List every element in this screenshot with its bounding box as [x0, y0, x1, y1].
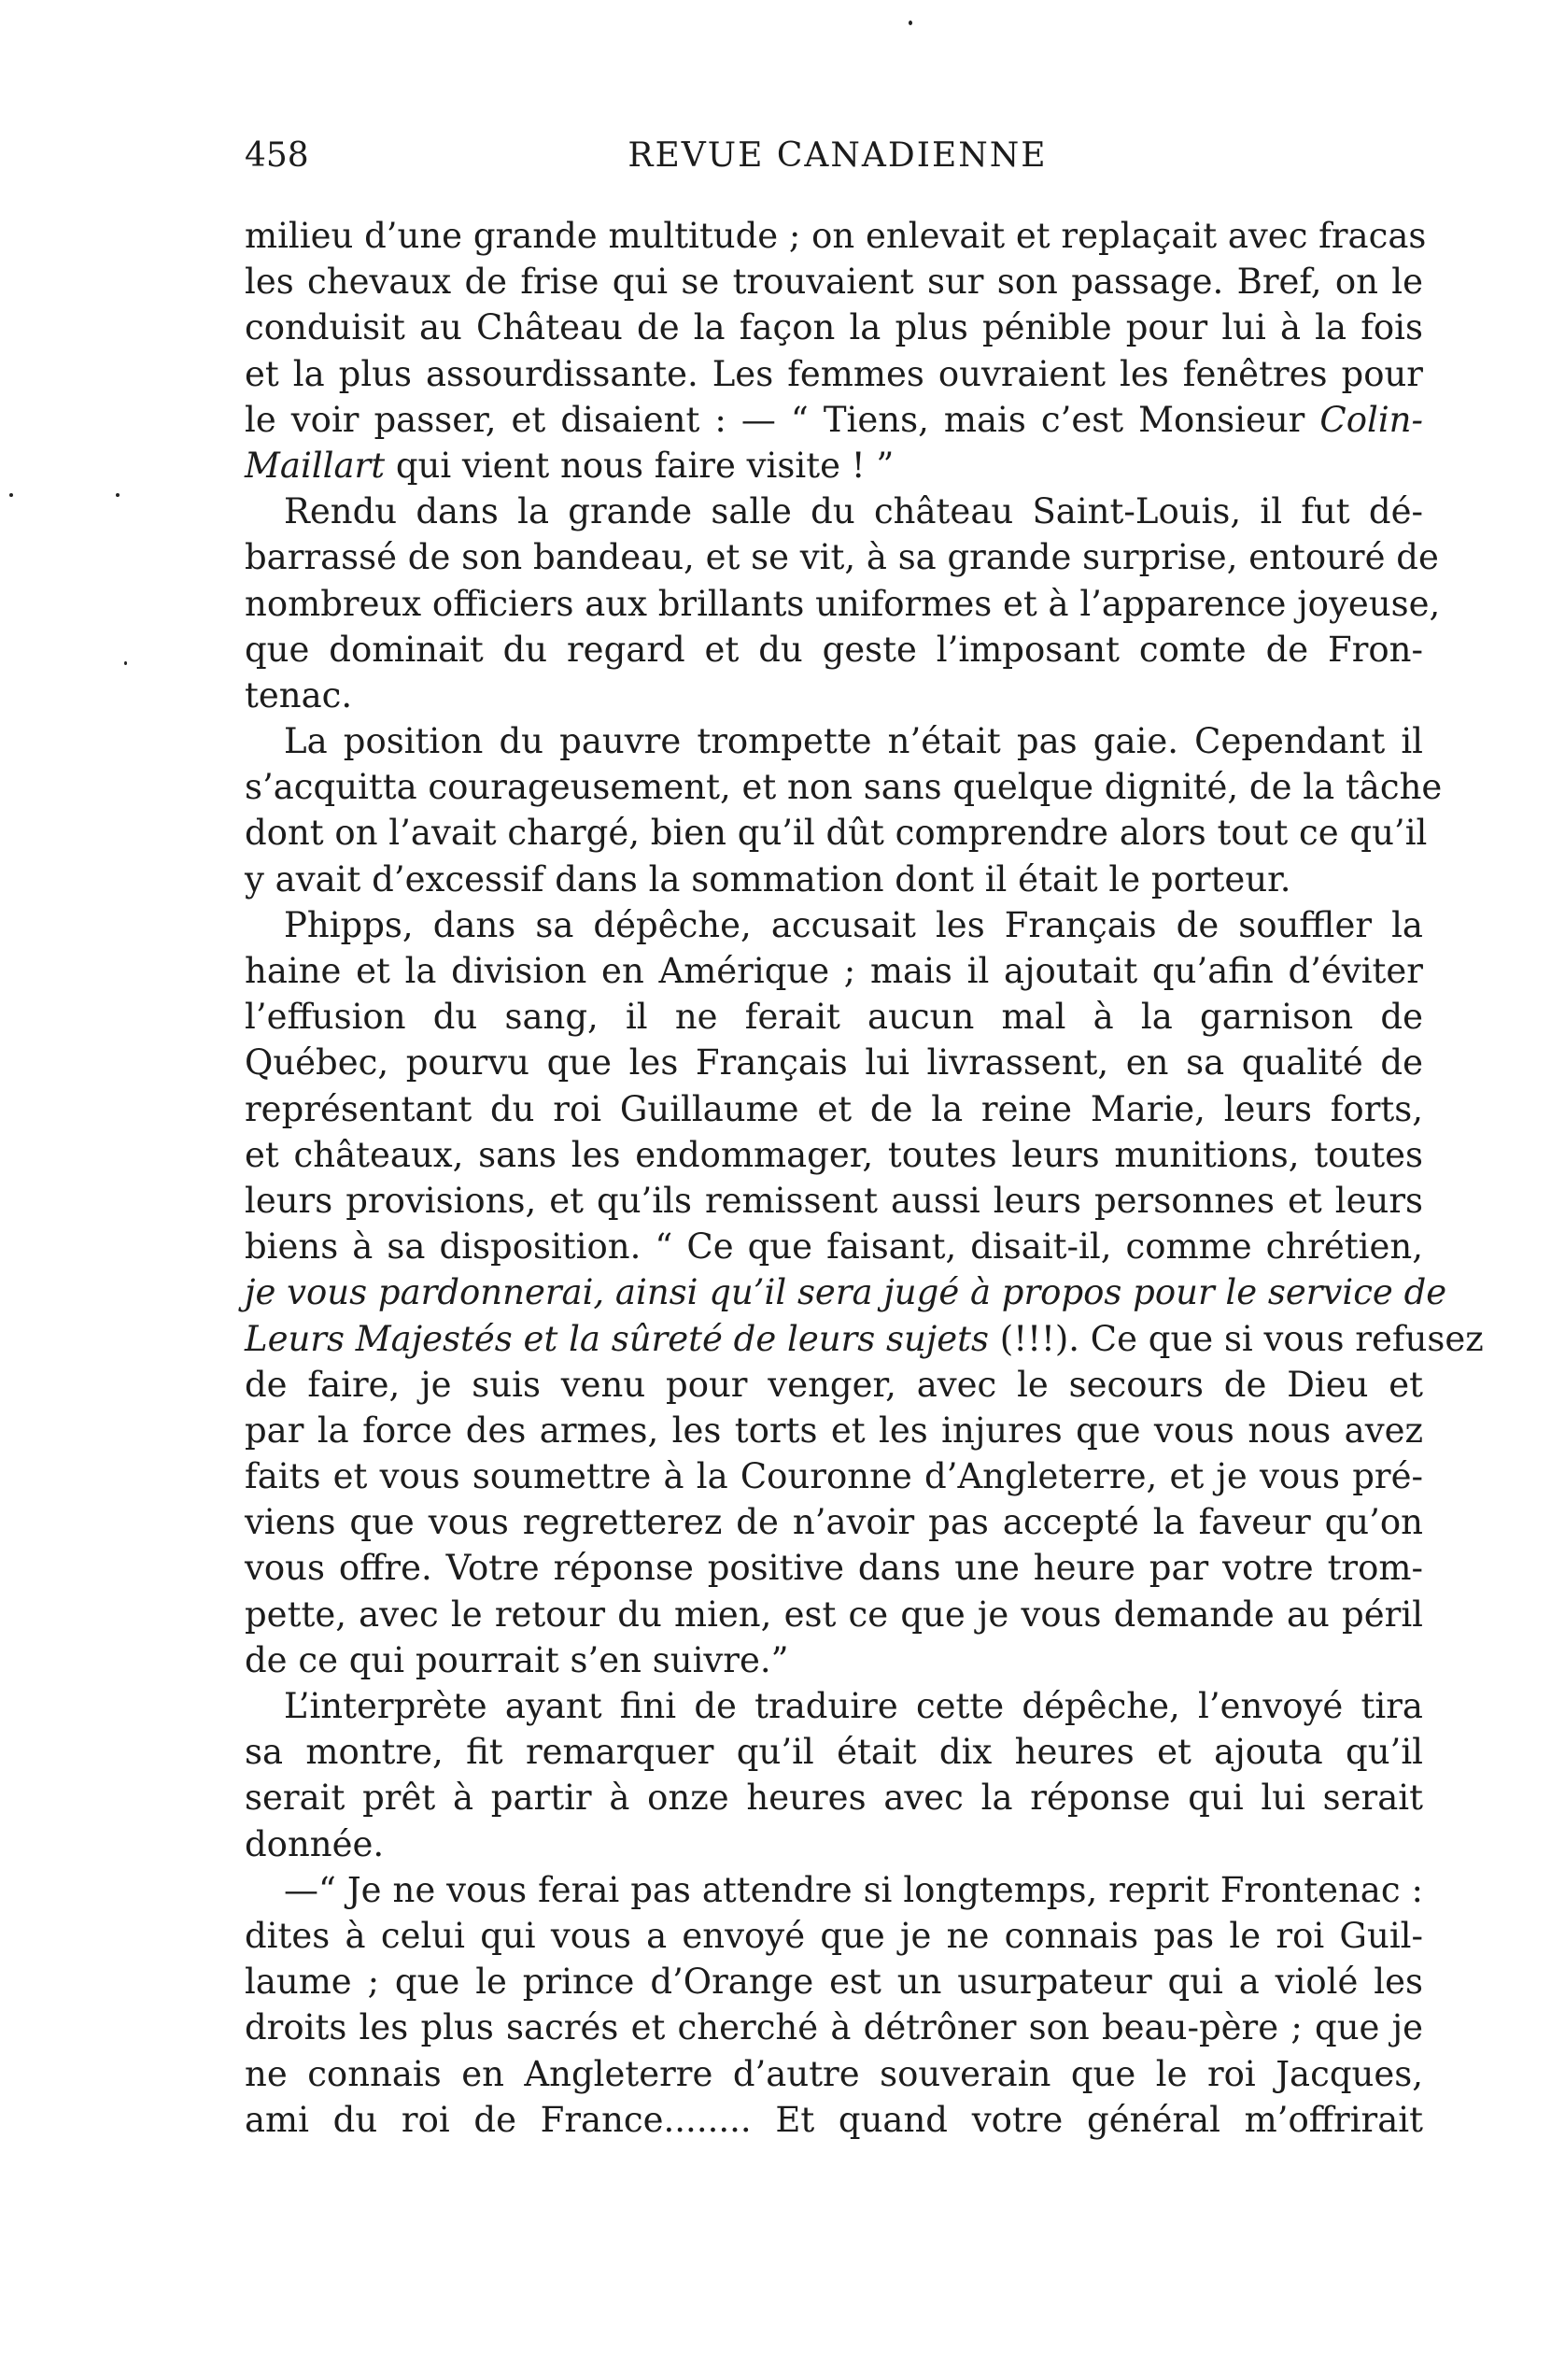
text-line — [245, 1316, 1484, 1362]
text-line — [245, 534, 1439, 580]
text-line — [245, 673, 1423, 718]
print-speck — [909, 21, 912, 25]
text-line — [245, 1408, 1423, 1453]
text-segment: ami du roi de France........ Et quand votre général m’offrirait — [245, 2099, 1423, 2140]
text-segment: (!!!). Ce que si vous refusez — [989, 1318, 1484, 1359]
text-line — [245, 1178, 1423, 1224]
text-segment: milieu d’une grande multitude ; on enlevait et replaçait avec fracas — [245, 216, 1427, 256]
text-segment: de faire, je suis venu pour venger, avec le secours de Dieu et — [245, 1364, 1423, 1405]
text-line — [245, 948, 1423, 994]
text-segment: les chevaux de frise qui se trouvaient sur son passage. Bref, on le — [245, 262, 1423, 303]
text-segment: Québec, pourvu que les Français lui livrassent, en sa qualité de — [245, 1042, 1423, 1084]
text-line — [245, 1499, 1423, 1545]
text-segment: dites à celui qui vous a envoyé que je ne connais pas le roi Guil- — [245, 1915, 1423, 1956]
text-line — [245, 810, 1428, 856]
text-line — [245, 489, 1423, 534]
text-line — [245, 857, 1423, 902]
text-line — [245, 1040, 1423, 1085]
italic-text: je vous pardonnerai, ainsi qu’il sera jugé à propos pour le service de — [245, 1272, 1447, 1313]
text-line — [245, 1729, 1423, 1775]
italic-text: Colin- — [1319, 399, 1423, 440]
text-segment: viens que vous regretterez de n’avoir pas accepté la faveur qu’on — [245, 1502, 1423, 1543]
text-line — [245, 1269, 1447, 1315]
text-line — [245, 443, 1423, 489]
text-line — [245, 1821, 1423, 1867]
text-segment: biens à sa disposition. “ Ce que faisant, disait-il, comme chrétien, — [245, 1226, 1423, 1268]
text-segment: serait prêt à partir à onze heures avec la réponse qui lui serait — [245, 1778, 1423, 1819]
italic-text: Maillart — [245, 445, 386, 486]
text-line — [245, 1132, 1423, 1178]
text-segment: qui vient nous faire visite ! ” — [385, 445, 895, 486]
page-header — [245, 135, 1431, 191]
text-segment: droits les plus sacrés et cherché à détrôner son beau-père ; que je — [245, 2007, 1423, 2048]
text-line — [245, 627, 1423, 673]
text-segment: par la force des armes, les torts et les injures que vous nous avez — [245, 1410, 1423, 1451]
running-title: REVUE CANADIENNE — [627, 136, 1048, 175]
text-segment: vous offre. Votre réponse positive dans une heure par votre trom- — [245, 1548, 1423, 1589]
text-segment: pette, avec le retour du mien, est ce que je vous demande au péril — [245, 1594, 1423, 1635]
text-segment: L’interprète ayant fini de traduire cette dépêche, l’envoyé tira — [284, 1686, 1423, 1726]
text-line — [245, 1683, 1423, 1729]
text-line — [245, 2005, 1423, 2050]
text-segment: et la plus assourdissante. Les femmes ouvraient les fenêtres pour — [245, 353, 1423, 394]
text-segment: faits et vous soumettre à la Couronne d’Angleterre, et je vous pré- — [245, 1456, 1423, 1497]
text-segment: nombreux officiers aux brillants uniformes et à l’apparence joyeuse, — [245, 583, 1441, 624]
text-segment: laume ; que le prince d’Orange est un usurpateur qui a violé les — [245, 1962, 1423, 2003]
print-speck — [116, 493, 120, 497]
text-line — [245, 764, 1443, 810]
text-line — [245, 1592, 1423, 1637]
text-line — [245, 351, 1423, 397]
text-line — [245, 994, 1423, 1040]
text-line — [245, 1453, 1423, 1499]
text-segment: La position du pauvre trompette n’était pas gaie. Cependant il — [284, 721, 1423, 762]
text-segment: tenac. — [245, 674, 353, 715]
text-line — [245, 259, 1423, 305]
text-segment: donnée. — [245, 1823, 385, 1864]
text-segment: que dominait du regard et du geste l’imposant comte de Fron- — [245, 629, 1423, 670]
italic-text: Leurs Majestés et la sûreté de leurs sujets — [245, 1318, 990, 1359]
text-segment: dont on l’avait chargé, bien qu’il dût comprendre alors tout ce qu’il — [245, 813, 1428, 854]
text-segment: de ce qui pourrait s’en suivre.” — [245, 1639, 789, 1680]
text-line — [245, 718, 1423, 764]
text-segment: représentant du roi Guillaume et de la reine Marie, leurs forts, — [245, 1088, 1423, 1129]
text-line — [245, 581, 1441, 627]
text-segment: Phipps, dans sa dépêche, accusait les Français de souffler la — [284, 904, 1423, 945]
text-line — [245, 1545, 1423, 1591]
text-line — [245, 2097, 1423, 2143]
text-segment: et châteaux, sans les endommager, toutes leurs munitions, toutes — [245, 1134, 1423, 1175]
text-segment: haine et la division en Amérique ; mais il ajoutait qu’afin d’éviter — [245, 951, 1423, 991]
text-line — [245, 1959, 1423, 2005]
text-line — [245, 1362, 1423, 1408]
text-line — [245, 1913, 1423, 1959]
text-segment: —“ Je ne vous ferai pas attendre si longtemps, reprit Frontenac : — [284, 1869, 1423, 1910]
text-segment: le voir passer, et disaient : — “ Tiens, mais c’est Monsieur — [245, 399, 1320, 440]
text-segment: conduisit au Château de la façon la plus pénible pour lui à la fois — [245, 307, 1423, 348]
text-line — [245, 1086, 1423, 1132]
text-line — [245, 1224, 1423, 1269]
text-line — [245, 902, 1423, 948]
text-line — [245, 1637, 1423, 1683]
text-segment: l’effusion du sang, il ne ferait aucun mal à la garnison de — [245, 997, 1423, 1038]
text-line — [245, 305, 1423, 350]
text-line — [245, 1775, 1423, 1820]
text-segment: leurs provisions, et qu’ils remissent aussi leurs personnes et leurs — [245, 1180, 1423, 1221]
body-text — [245, 213, 1484, 2143]
text-line — [245, 2051, 1423, 2097]
text-line — [245, 397, 1423, 443]
text-segment: s’acquitta courageusement, et non sans quelque dignité, de la tâche — [245, 767, 1443, 808]
print-speck — [124, 661, 127, 665]
text-line — [245, 213, 1427, 259]
text-segment: sa montre, fit remarquer qu’il était dix heures et ajouta qu’il — [245, 1732, 1423, 1773]
text-segment: barrassé de son bandeau, et se vit, à sa grande surprise, entouré de — [245, 537, 1439, 578]
print-speck — [9, 493, 13, 497]
text-segment: y avait d’excessif dans la sommation dont il était le porteur. — [245, 858, 1291, 900]
text-segment: ne connais en Angleterre d’autre souverain que le roi Jacques, — [245, 2053, 1423, 2094]
text-segment: Rendu dans la grande salle du château Saint-Louis, il fut dé- — [284, 491, 1423, 532]
text-line — [245, 1867, 1423, 1913]
page-number: 458 — [245, 136, 309, 175]
